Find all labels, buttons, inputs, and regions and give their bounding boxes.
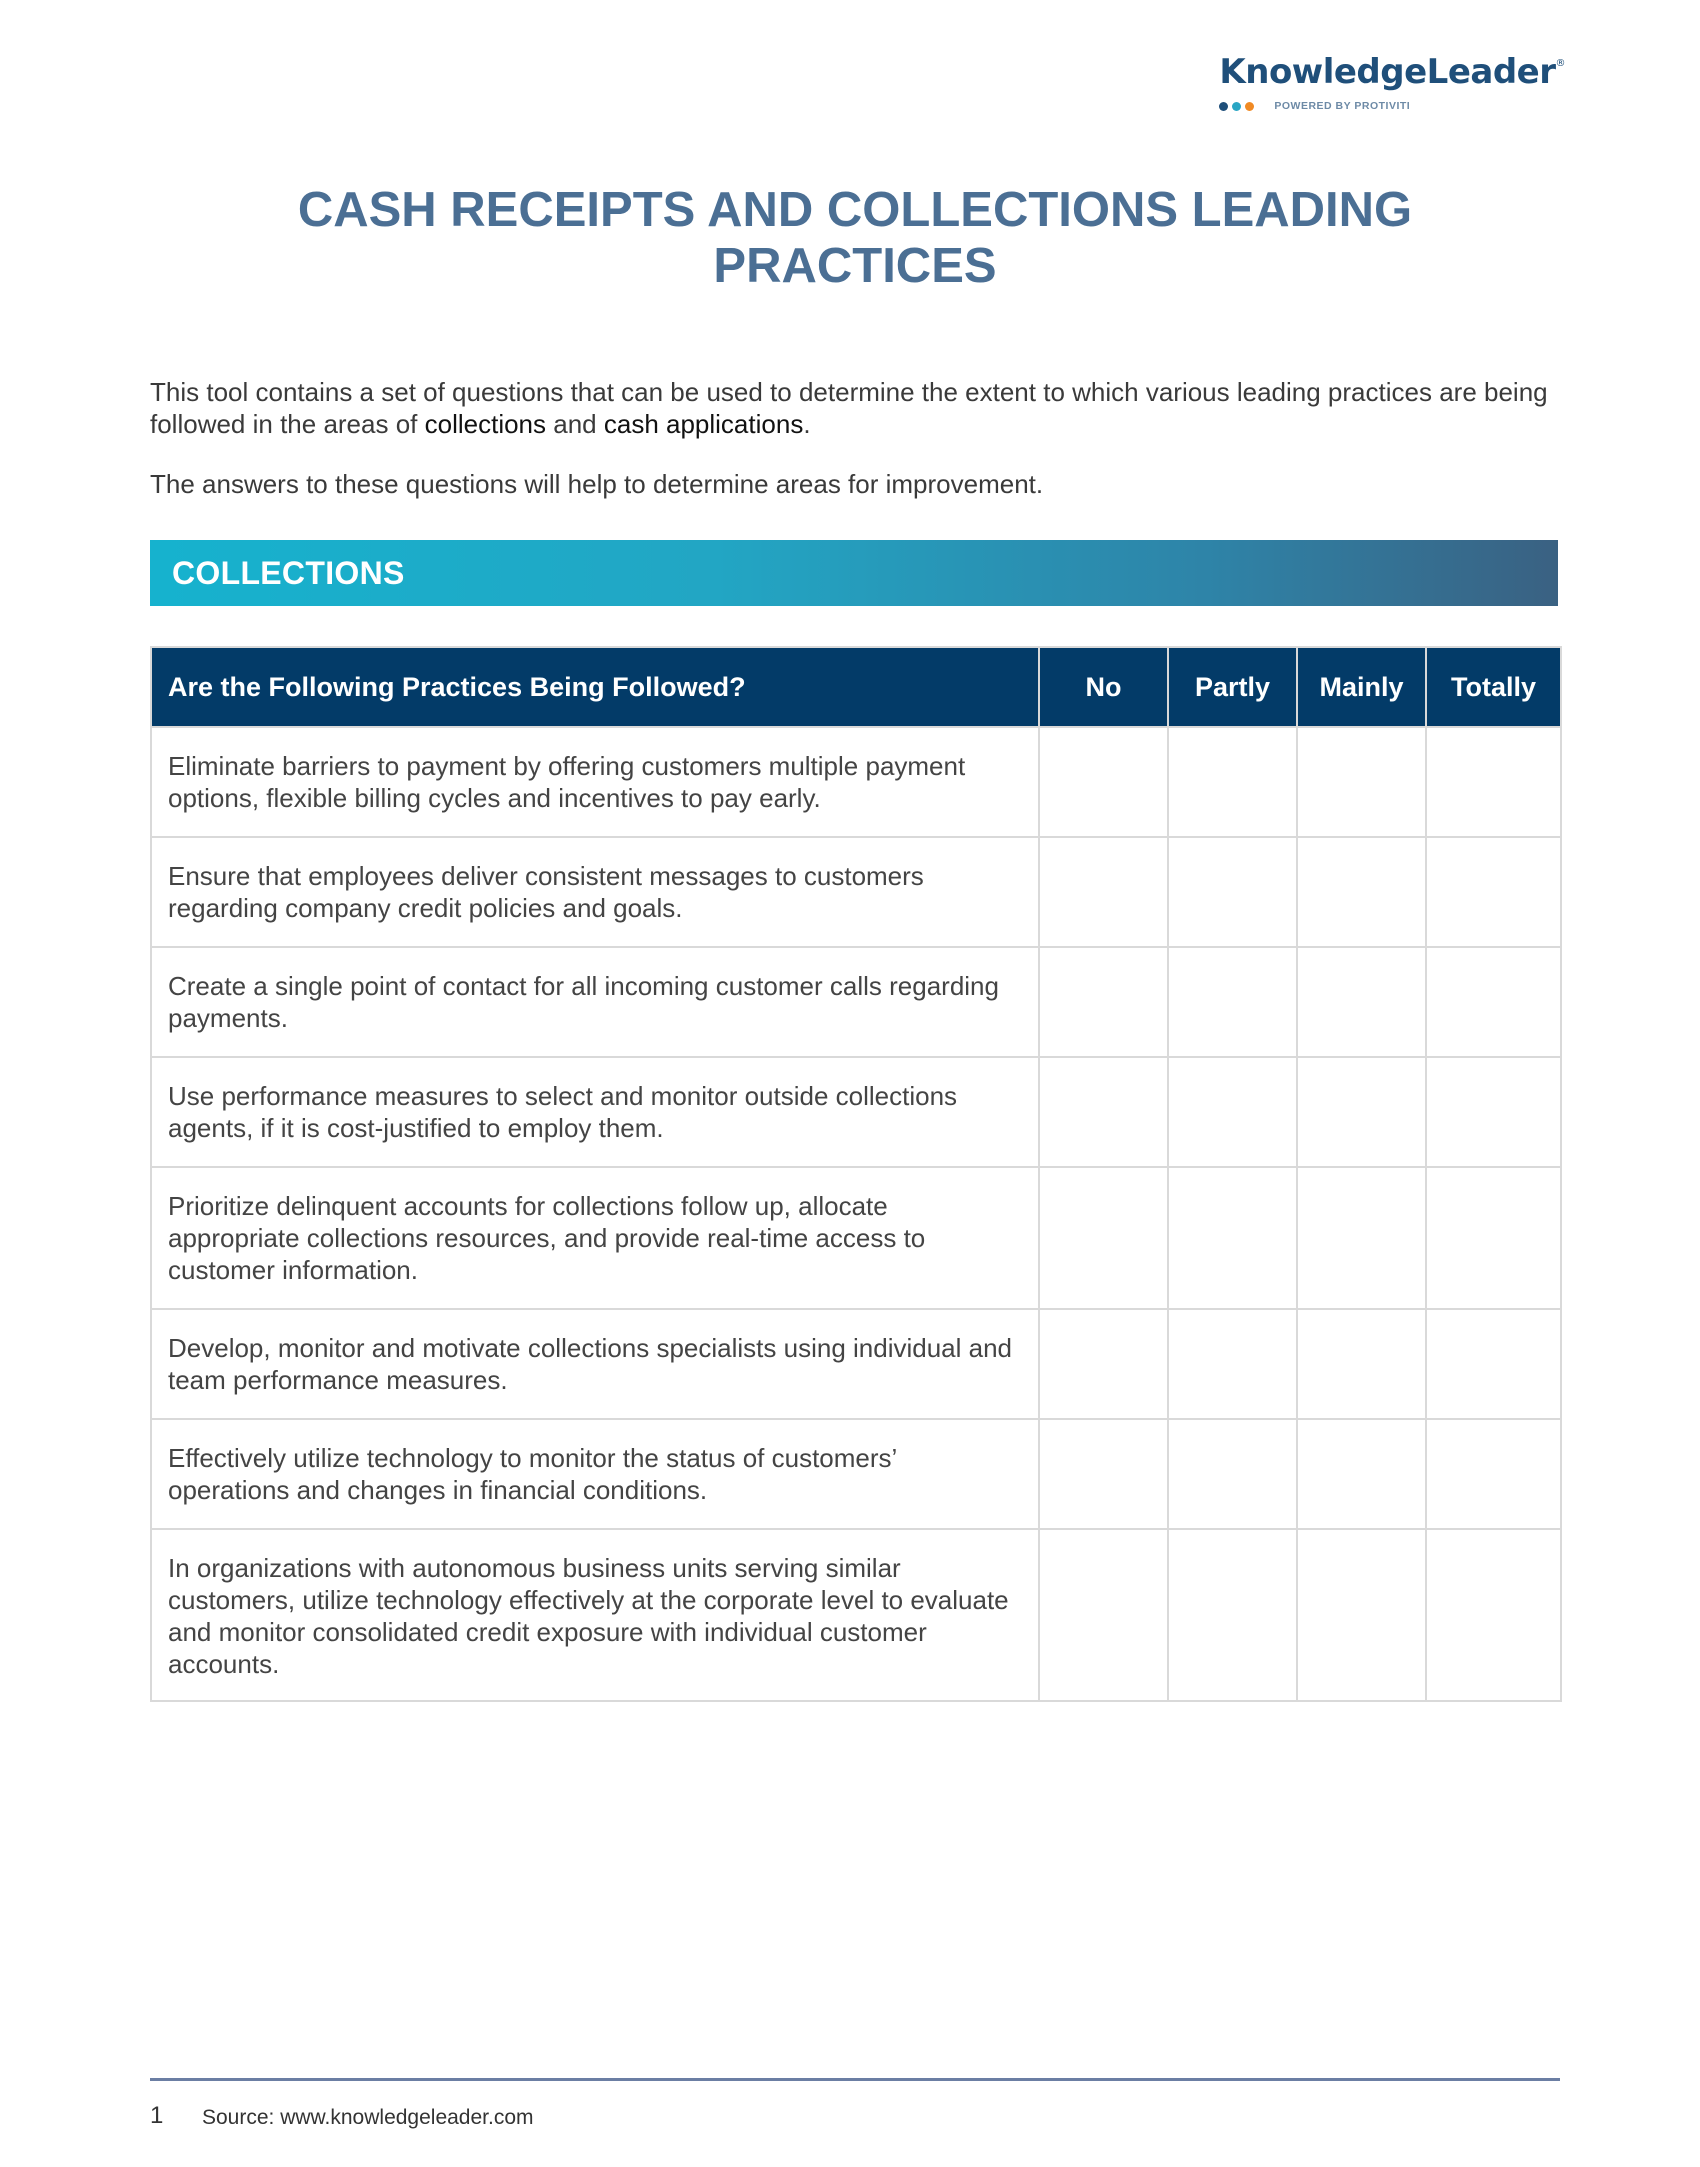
answer-cell-partly[interactable] (1168, 1419, 1297, 1529)
table-row (151, 837, 1561, 947)
table-row (151, 947, 1561, 1057)
table-row (151, 1419, 1561, 1529)
column-header-practice: Are the Following Practices Being Followed? (151, 647, 1039, 727)
answer-cell-no[interactable] (1039, 1529, 1168, 1701)
intro-term-collections: collections (424, 409, 547, 439)
answer-cell-partly[interactable] (1168, 947, 1297, 1057)
knowledgeleader-logo (1219, 52, 1565, 112)
answer-cell-partly[interactable] (1168, 1057, 1297, 1167)
table-row (151, 1167, 1561, 1309)
answer-cell-totally[interactable] (1426, 1167, 1561, 1309)
answer-cell-totally[interactable] (1426, 1057, 1561, 1167)
section-title: COLLECTIONS (172, 554, 405, 591)
practices-table (150, 646, 1562, 1702)
intro-paragraph-2: The answers to these questions will help to determine areas for improvement. (150, 469, 1044, 499)
answer-cell-mainly[interactable] (1297, 1057, 1426, 1167)
answer-cell-no[interactable] (1039, 837, 1168, 947)
logo-wordmark: KnowledgeLeader® (1219, 52, 1565, 92)
logo-dot-icon (1245, 102, 1254, 111)
answer-cell-partly[interactable] (1168, 1529, 1297, 1701)
table-row (151, 727, 1561, 837)
table-header-row (151, 647, 1561, 727)
practice-text: Develop, monitor and motivate collections specialists using individual and team performance measures. (151, 1309, 1039, 1419)
source-note: Source: www.knowledgeleader.com (202, 2106, 534, 2129)
logo-subline (1219, 100, 1565, 112)
practice-text: Create a single point of contact for all incoming customer calls regarding payments. (151, 947, 1039, 1057)
answer-cell-totally[interactable] (1426, 947, 1561, 1057)
answer-cell-totally[interactable] (1426, 727, 1561, 837)
answer-cell-no[interactable] (1039, 727, 1168, 837)
page-title-line-1: CASH RECEIPTS AND COLLECTIONS LEADING (297, 183, 1413, 237)
answer-cell-no[interactable] (1039, 1167, 1168, 1309)
answer-cell-partly[interactable] (1168, 727, 1297, 837)
answer-cell-mainly[interactable] (1297, 1167, 1426, 1309)
column-header-partly: Partly (1168, 647, 1297, 727)
logo-dot-icon (1232, 102, 1241, 111)
practice-text: Ensure that employees deliver consistent messages to customers regarding company credit policies and goals. (151, 837, 1039, 947)
answer-cell-partly[interactable] (1168, 1309, 1297, 1419)
practice-text: Prioritize delinquent accounts for collections follow up, allocate appropriate collections resources, and provide real-time access to customer information. (151, 1167, 1039, 1309)
answer-cell-partly[interactable] (1168, 837, 1297, 947)
answer-cell-totally[interactable] (1426, 837, 1561, 947)
section-header-collections (150, 540, 1558, 606)
intro-term-cash-applications: cash applications (603, 409, 804, 439)
table-row (151, 1529, 1561, 1701)
answer-cell-totally[interactable] (1426, 1529, 1561, 1701)
answer-cell-partly[interactable] (1168, 1167, 1297, 1309)
answer-cell-mainly[interactable] (1297, 1419, 1426, 1529)
answer-cell-mainly[interactable] (1297, 1529, 1426, 1701)
logo-dot-icon (1219, 102, 1228, 111)
column-header-mainly: Mainly (1297, 647, 1426, 727)
column-header-no: No (1039, 647, 1168, 727)
answer-cell-no[interactable] (1039, 1309, 1168, 1419)
page-title (150, 182, 1560, 294)
practice-text: In organizations with autonomous business units serving similar customers, utilize technology effectively at the corporate level to evaluate and monitor consolidated credit exposure with individual customer accounts. (151, 1529, 1039, 1701)
answer-cell-no[interactable] (1039, 1057, 1168, 1167)
intro-paragraph-1: This tool contains a set of questions that can be used to determine the extent to which various leading practices are being followed in the areas of collections and cash applications. (150, 377, 1548, 439)
column-header-totally: Totally (1426, 647, 1561, 727)
answer-cell-mainly[interactable] (1297, 1309, 1426, 1419)
answer-cell-no[interactable] (1039, 947, 1168, 1057)
practice-text: Use performance measures to select and monitor outside collections agents, if it is cost-justified to employ them. (151, 1057, 1039, 1167)
answer-cell-totally[interactable] (1426, 1419, 1561, 1529)
table-row (151, 1057, 1561, 1167)
page-number: 1 (150, 2102, 164, 2129)
answer-cell-mainly[interactable] (1297, 837, 1426, 947)
practice-text: Eliminate barriers to payment by offering customers multiple payment options, flexible billing cycles and incentives to pay early. (151, 727, 1039, 837)
logo-tagline: POWERED BY PROTIVITI (1274, 100, 1411, 112)
answer-cell-no[interactable] (1039, 1419, 1168, 1529)
answer-cell-totally[interactable] (1426, 1309, 1561, 1419)
table-row (151, 1309, 1561, 1419)
page-title-line-2: PRACTICES (713, 239, 997, 293)
footer-divider (150, 2078, 1560, 2081)
practice-text: Effectively utilize technology to monitor the status of customers’ operations and changes in financial conditions. (151, 1419, 1039, 1529)
registered-mark: ® (1555, 58, 1565, 69)
answer-cell-mainly[interactable] (1297, 947, 1426, 1057)
answer-cell-mainly[interactable] (1297, 727, 1426, 837)
